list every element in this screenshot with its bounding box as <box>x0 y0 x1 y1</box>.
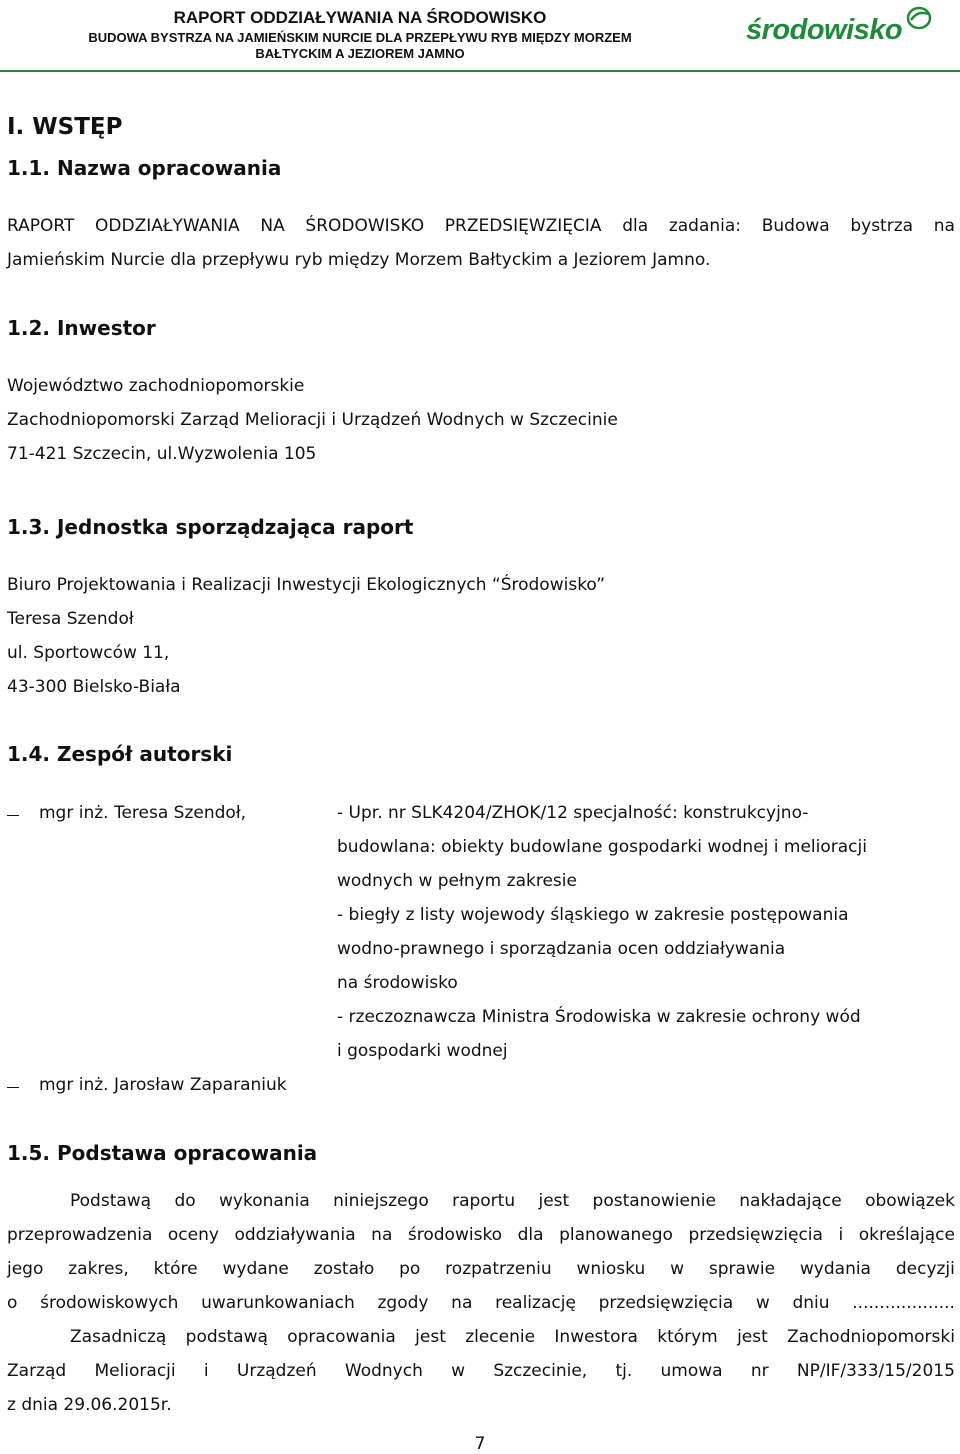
heading-1-2: 1.2. Inwestor <box>7 316 156 340</box>
word: w <box>755 1293 770 1313</box>
word: PRZEDSIĘWZIĘCIA <box>444 216 602 236</box>
unit-line: Biuro Projektowania i Realizacji Inwestycji Ekologicznych “Środowisko” <box>7 575 606 595</box>
word: nr <box>750 1361 769 1381</box>
word: dniu <box>792 1293 830 1313</box>
para2-line1 <box>70 1326 955 1348</box>
author-desc-line: wodno-prawnego i sporządzania ocen oddziaływania <box>337 939 786 959</box>
word: sprawie <box>708 1259 776 1279</box>
word: przedsięwzięcia <box>688 1225 823 1245</box>
company-logo <box>746 4 936 48</box>
word: Zachodniopomorski <box>787 1327 955 1347</box>
word: Wodnych <box>344 1361 423 1381</box>
word: dla <box>622 216 649 236</box>
word: rozpatrzeniu <box>445 1259 552 1279</box>
word: Budowa <box>761 216 830 236</box>
para1-line1 <box>70 1190 955 1212</box>
investor-line: Województwo zachodniopomorskie <box>7 376 305 396</box>
word: uwarunkowaniach <box>201 1293 355 1313</box>
word: NP/IF/333/15/2015 <box>796 1361 955 1381</box>
word: ODDZIAŁYWANIA <box>95 216 240 236</box>
word: w <box>670 1259 685 1279</box>
word: niniejszego <box>333 1191 429 1211</box>
author-name: mgr inż. Teresa Szendoł, <box>39 803 247 823</box>
word: środowisko <box>407 1225 503 1245</box>
author-desc-line: - biegły z listy wojewody śląskiego w zakresie postępowania <box>337 905 849 925</box>
header-subtitle-line1: BUDOWA BYSTRZA NA JAMIEŃSKIM NURCIE DLA PRZEPŁYWU RYB MIĘDZY MORZEM <box>88 30 632 45</box>
word: opracowania <box>287 1327 396 1347</box>
list-dash <box>7 1087 19 1088</box>
word: tj. <box>615 1361 633 1381</box>
word: oddziaływania <box>234 1225 356 1245</box>
para1-line2 <box>7 1224 955 1246</box>
word: Podstawą <box>70 1191 152 1211</box>
investor-line: 71-421 Szczecin, ul.Wyzwolenia 105 <box>7 444 317 464</box>
word: realizację <box>495 1293 576 1313</box>
word: jest <box>538 1191 570 1211</box>
page-number: 7 <box>474 1434 486 1454</box>
word: decyzji <box>895 1259 955 1279</box>
word: RAPORT <box>7 216 75 236</box>
unit-line: ul. Sportowców 11, <box>7 643 170 663</box>
word: zadania: <box>668 216 742 236</box>
para2-line2 <box>7 1360 955 1382</box>
word: o <box>7 1293 18 1313</box>
word: planowanego <box>559 1225 673 1245</box>
word: Melioracji <box>94 1361 176 1381</box>
unit-line: Teresa Szendoł <box>7 609 134 629</box>
word: raportu <box>452 1191 516 1211</box>
author-desc-line: - Upr. nr SLK4204/ZHOK/12 specjalność: konstrukcyjno- <box>337 803 809 823</box>
unit-line: 43-300 Bielsko-Biała <box>7 677 181 697</box>
word: oceny <box>167 1225 219 1245</box>
para1-line3 <box>7 1258 955 1280</box>
heading-1-1: 1.1. Nazwa opracowania <box>7 156 282 180</box>
word: umowa <box>660 1361 723 1381</box>
word: zgody <box>377 1293 429 1313</box>
header-subtitle-line2: BAŁTYCKIM A JEZIOREM JAMNO <box>255 46 465 61</box>
word: postanowienie <box>592 1191 716 1211</box>
word: nakładające <box>739 1191 842 1211</box>
word: na <box>371 1225 393 1245</box>
author-desc-line: - rzeczoznawcza Ministra Środowiska w zakresie ochrony wód <box>337 1007 861 1027</box>
investor-line: Zachodniopomorski Zarząd Melioracji i Urządzeń Wodnych w Szczecinie <box>7 410 618 430</box>
globe-leaf-icon <box>906 6 932 30</box>
word: i <box>838 1225 844 1245</box>
word: do <box>174 1191 196 1211</box>
section-title: I. WSTĘP <box>7 114 123 140</box>
list-dash <box>7 815 19 816</box>
heading-1-3: 1.3. Jednostka sporządzająca raport <box>7 515 414 539</box>
heading-1-4: 1.4. Zespół autorski <box>7 742 233 766</box>
word: określające <box>858 1225 955 1245</box>
word: Zasadniczą <box>70 1327 167 1347</box>
s1-line2: Jamieńskim Nurcie dla przepływu ryb między Morzem Bałtyckim a Jeziorem Jamno. <box>7 250 711 270</box>
author-desc-line: i gospodarki wodnej <box>337 1041 508 1061</box>
word: którym <box>657 1327 718 1347</box>
word: jego <box>7 1259 44 1279</box>
word: środowiskowych <box>40 1293 179 1313</box>
author-name: mgr inż. Jarosław Zaparaniuk <box>39 1075 287 1095</box>
word: dla <box>517 1225 544 1245</box>
word: zostało <box>313 1259 375 1279</box>
word: i <box>203 1361 209 1381</box>
word: wydania <box>799 1259 871 1279</box>
word: na <box>451 1293 473 1313</box>
word: obowiązek <box>865 1191 955 1211</box>
header-divider <box>0 70 960 72</box>
author-desc-line: na środowisko <box>337 973 458 993</box>
word: po <box>399 1259 421 1279</box>
word: NA <box>260 216 285 236</box>
word: bystrza <box>850 216 914 236</box>
word: jest <box>737 1327 768 1347</box>
page-header <box>0 0 960 72</box>
word: Szczecinie, <box>493 1361 588 1381</box>
author-desc-line: budowlana: obiekty budowlane gospodarki wodnej i melioracji <box>337 837 867 857</box>
word: w <box>451 1361 466 1381</box>
word: ŚRODOWISKO <box>305 216 425 236</box>
word: podstawą <box>185 1327 268 1347</box>
word: jest <box>415 1327 446 1347</box>
word: na <box>933 216 955 236</box>
word: zakres, <box>68 1259 129 1279</box>
word: Inwestora <box>554 1327 638 1347</box>
logo-text: środowisko <box>746 14 903 46</box>
header-title: RAPORT ODDZIAŁYWANIA NA ŚRODOWISKO <box>173 8 547 27</box>
word: wniosku <box>576 1259 646 1279</box>
s1-line1 <box>7 215 955 237</box>
word: przeprowadzenia <box>7 1225 153 1245</box>
word: wykonania <box>219 1191 310 1211</box>
word: które <box>153 1259 198 1279</box>
word: przedsięwzięcia <box>598 1293 734 1313</box>
word: wydane <box>222 1259 289 1279</box>
author-desc-line: wodnych w pełnym zakresie <box>337 871 577 891</box>
heading-1-5: 1.5. Podstawa opracowania <box>7 1141 318 1165</box>
word: Urządzeń <box>236 1361 317 1381</box>
word: Zarząd <box>7 1361 67 1381</box>
word: zlecenie <box>465 1327 536 1347</box>
para1-line4 <box>7 1292 955 1314</box>
word: ................... <box>852 1293 955 1313</box>
para2-line3: z dnia 29.06.2015r. <box>7 1395 172 1415</box>
